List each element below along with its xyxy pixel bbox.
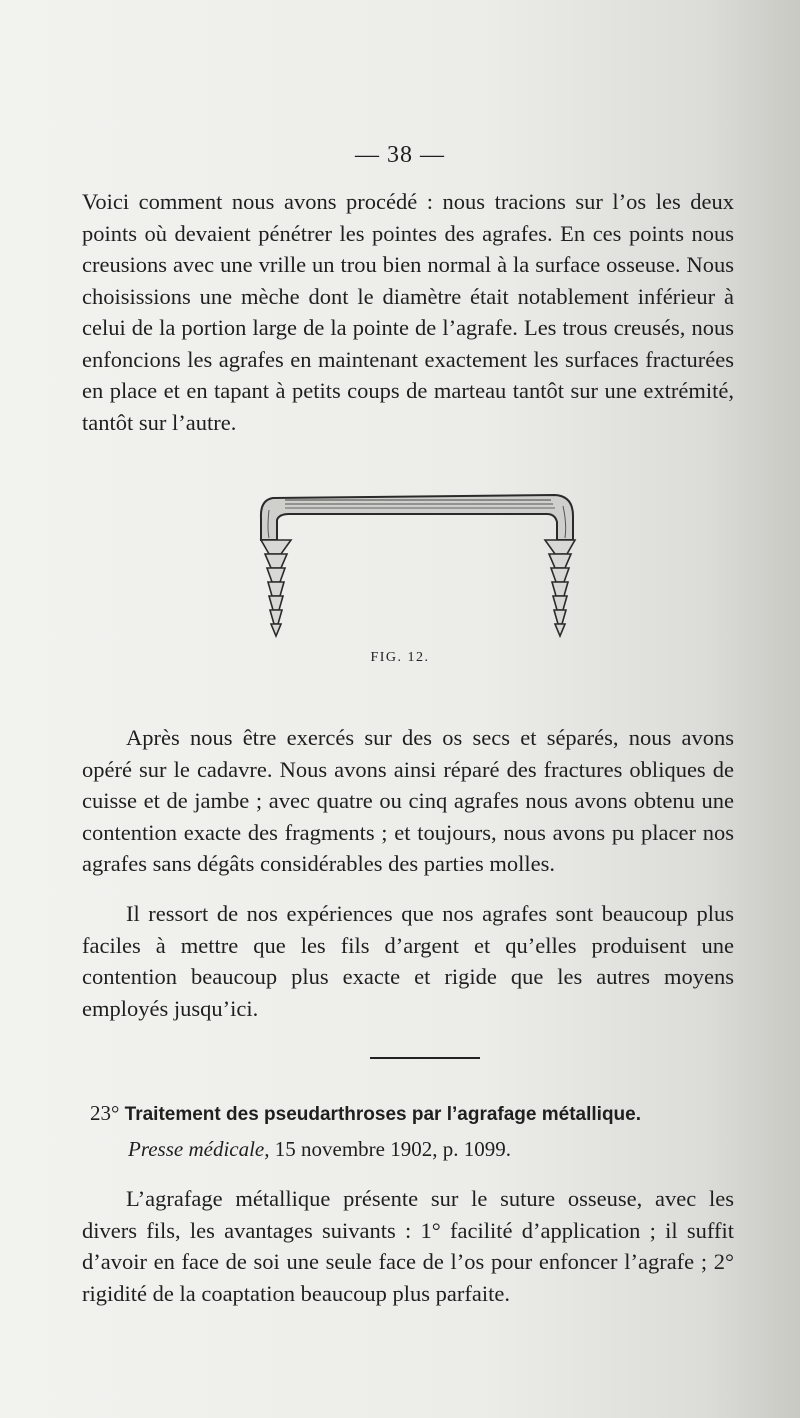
journal-name: Presse médicale,	[128, 1137, 270, 1161]
paragraph-procedure: Voici comment nous avons procédé : nous tracions sur l’os les deux points où devaient pénétrer les pointes des agrafes. En ces points nous creusions avec une vrille un trou bien normal à la surface osseuse. Nous choisissions une mèche dont le diamètre était notablement inférieur à celui de la portion large de la pointe de l’agrafe. Les trous creusés, nous enfoncions les agrafes en maintenant exactement les surfaces fracturées en place et en tapant à petits coups de marteau tantôt sur une extrémité, tantôt sur l’autre.	[82, 189, 734, 435]
paragraph-conclusion: Il ressort de nos expériences que nos agrafes sont beaucoup plus faciles à mettre que les fils d’argent et qu’elles produisent une contention beaucoup plus exacte et rigide que les autres moyens employés jusqu’ici.	[82, 901, 734, 1021]
section-divider	[370, 1057, 480, 1059]
section-heading	[90, 1099, 780, 1129]
figure-caption: FIG. 12.	[370, 650, 430, 665]
paragraph-cadaver: Après nous être exercés sur des os secs et séparés, nous avons opéré sur le cadavre. Nous avons ainsi réparé des fractures obliques de cuisse et de jambe ; avec quatre ou cinq agrafes nous avons obtenu une contention exacte des fragments ; et toujours, nous avons pu placer nos agrafes sans dégâts considérables des parties molles.	[82, 725, 734, 876]
section-number: 23°	[90, 1101, 120, 1125]
journal-citation: 15 novembre 1902, p. 1099.	[269, 1137, 511, 1161]
section-title: Traitement des pseudarthroses par l’agrafage métallique.	[124, 1104, 641, 1125]
page-number: — 38 —	[355, 142, 445, 168]
section-source	[128, 1135, 728, 1163]
paragraph-advantages: L’agrafage métallique présente sur le suture osseuse, avec les divers fils, les avantages suivants : 1° facilité d’application ; il suffit d’avoir en face de soi une seule face de l’os pour enfoncer l’agrafe ; 2° rigidité de la coaptation beaucoup plus parfaite.	[82, 1186, 734, 1306]
staple-figure	[255, 488, 580, 643]
